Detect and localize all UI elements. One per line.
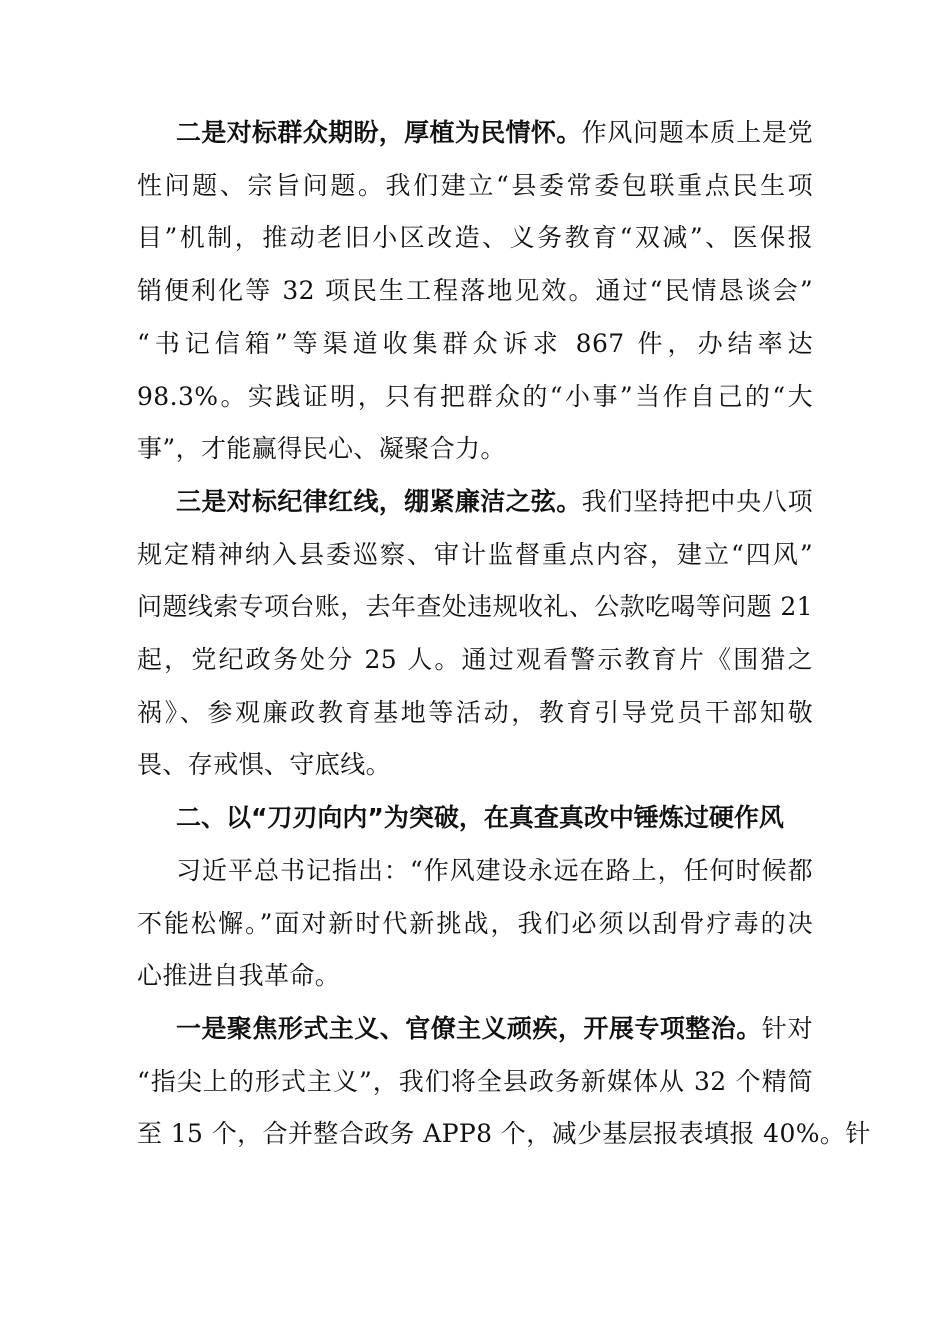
text-line: 一是聚焦形式主义、官僚主义顽疾，开展专项整治。针对 bbox=[176, 1013, 813, 1043]
paragraph-xi-quote bbox=[137, 845, 813, 1003]
text-line: 事”，才能赢得民心、凝聚合力。 bbox=[137, 434, 506, 464]
paragraph-lead-heading: 二是对标群众期盼，厚植为民情怀。 bbox=[176, 118, 582, 147]
paragraph-formalism-rectification bbox=[137, 1003, 871, 1161]
text-line: 不能松懈。”面对新时代新挑战，我们必须以刮骨疗毒的决 bbox=[137, 908, 813, 938]
text-line: 销便利化等 32 项民生工程落地见效。通过“民情恳谈会” bbox=[137, 276, 813, 306]
section-heading: 二、以“刀刃向内”为突破，在真查真改中锤炼过硬作风 bbox=[176, 803, 784, 833]
text-line: “指尖上的形式主义”，我们将全县政务新媒体从 32 个精简 bbox=[137, 1066, 813, 1096]
text-line: 三是对标纪律红线，绷紧廉洁之弦。我们坚持把中央八项 bbox=[176, 486, 813, 516]
paragraph-lead-heading: 三是对标纪律红线，绷紧廉洁之弦。 bbox=[176, 486, 582, 516]
paragraph-lead-heading: 一是聚焦形式主义、官僚主义顽疾，开展专项整治。 bbox=[176, 1013, 762, 1043]
text-line: 习近平总书记指出：“作风建设永远在路上，任何时候都 bbox=[176, 855, 813, 885]
text-line: 二是对标群众期盼，厚植为民情怀。作风问题本质上是党 bbox=[176, 118, 813, 147]
text-line: 规定精神纳入县委巡察、审计监督重点内容，建立“四风” bbox=[137, 539, 813, 569]
text-line: 心推进自我革命。 bbox=[137, 961, 341, 991]
text-line: 问题线索专项台账，去年查处违规收礼、公款吃喝等问题 21 bbox=[137, 592, 813, 622]
paragraph-discipline-redline bbox=[137, 476, 813, 792]
text-line: 起，党纪政务处分 25 人。通过观看警示教育片《围猎之 bbox=[137, 645, 813, 675]
text-line: 98.3%。实践证明，只有把群众的“小事”当作自己的“大 bbox=[137, 381, 813, 411]
text-line: 祸》、参观廉政教育基地等活动，教育引导党员干部知敬 bbox=[137, 697, 813, 727]
text-line: 至 15 个，合并整合政务 APP8 个，减少基层报表填报 40%。针 bbox=[137, 1119, 871, 1149]
text-line: 畏、存戒惧、守底线。 bbox=[137, 750, 392, 780]
text-line: 性问题、宗旨问题。我们建立“县委常委包联重点民生项 bbox=[137, 170, 813, 200]
document-page bbox=[137, 107, 871, 1161]
text-line: 目”机制，推动老旧小区改造、义务教育“双减”、医保报 bbox=[137, 223, 813, 253]
text-line: “书记信箱”等渠道收集群众诉求 867 件，办结率达 bbox=[137, 328, 813, 358]
paragraph-people-expectations bbox=[137, 107, 813, 476]
